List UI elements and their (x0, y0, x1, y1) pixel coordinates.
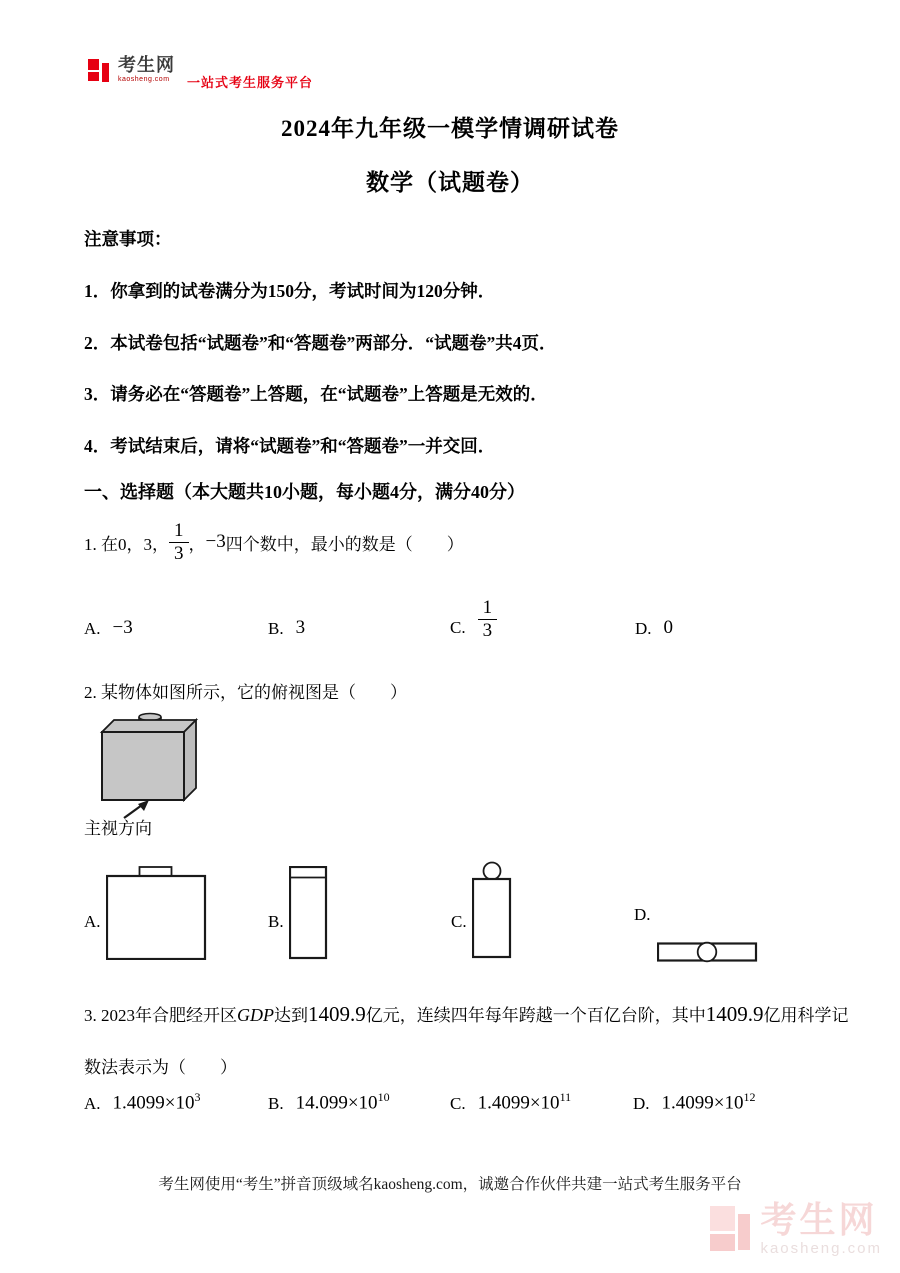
q2-option-c-label: C. (451, 912, 467, 931)
page-title: 2024年九年级一模学情调研试卷 (281, 116, 619, 141)
q2-options-row (0, 860, 900, 966)
q2-option-d-shape (657, 938, 759, 966)
q3-option-a-label: A. (84, 1094, 101, 1114)
q3-option-c-label: C. (450, 1094, 466, 1114)
question-3-line-2: 数法表示为（ ） (84, 1058, 237, 1077)
q1-option-a-value: −3 (112, 617, 133, 638)
q2-option-d-label: D. (634, 905, 651, 924)
kaosheng-watermark-blocks-icon (710, 1206, 752, 1258)
q1-option-a (84, 617, 133, 639)
q1-text-suffix: 四个数中，最小的数是（ ） (225, 534, 464, 554)
q2-3d-box-figure (96, 710, 208, 824)
q3-number-2: 1409.9 (705, 1002, 764, 1026)
q2-option-a-label: A. (84, 912, 101, 931)
section-heading: 一、选择题（本大题共10小题，每小题4分，满分40分） (84, 482, 525, 502)
q2-option-b-label: B. (268, 912, 284, 931)
q1-option-c-fraction (478, 598, 498, 641)
footer-note: 考生网使用“考生”拼音顶级域名kaosheng.com，诚邀合作伙伴共建一站式考生服务平台 (158, 1176, 742, 1193)
box-front-face (102, 732, 184, 800)
notice-item-3: 3．请务必在“答题卷”上答题，在“试题卷”上答题是无效的． (84, 384, 548, 404)
kaosheng-watermark (710, 1199, 882, 1258)
watermark-domain: kaosheng.com (760, 1240, 882, 1257)
q2-figure-label: 主视方向 (84, 819, 152, 838)
q3-option-b (268, 1090, 390, 1114)
q1-fraction (169, 521, 189, 564)
watermark-name: 考生网 (760, 1199, 878, 1240)
q3-option-a-value: $1.4099\times 10^3$ (112, 1090, 201, 1114)
q3-option-c (450, 1090, 571, 1114)
q1-fraction-numerator: 1 (174, 519, 184, 541)
q2-option-c-shape (472, 861, 514, 959)
q3-option-c-value: $1.4099\times 10^{11}$ (477, 1090, 572, 1114)
front-view-arrowhead-icon (138, 800, 149, 811)
q1-text-mid: ， (188, 534, 206, 554)
q3-option-a (84, 1090, 201, 1114)
logo-name: 考生网 (118, 55, 175, 75)
logo-domain: kaosheng.com (118, 76, 170, 83)
q3-option-d-value: $1.4099\times 10^{12}$ (661, 1090, 756, 1114)
q3-text-1: 3. 2023年合肥经开区 (84, 1006, 237, 1025)
q2-option-b-shape (289, 866, 329, 960)
box-right-face (184, 720, 196, 800)
q1-option-b-value: 3 (295, 617, 306, 638)
q1-option-c (450, 598, 497, 641)
question-2: 2. 某物体如图所示，它的俯视图是（ ） (84, 683, 407, 702)
q3-options-row (0, 1082, 900, 1127)
q1-option-b (268, 617, 305, 639)
q1-options-row (0, 595, 900, 655)
q1-neg-three: −3 (205, 531, 226, 552)
q3-option-b-label: B. (268, 1094, 284, 1114)
q1-option-d-label: D. (635, 619, 652, 638)
q3-text-4: 亿用科学记 (763, 1006, 849, 1025)
box-top-face (102, 720, 196, 732)
page-subtitle: 数学（试题卷） (366, 170, 534, 195)
q3-option-d-label: D. (633, 1094, 650, 1114)
q1-option-c-denominator: 3 (478, 619, 498, 641)
q3-text-2: 达到 (274, 1006, 308, 1025)
kaosheng-blocks-icon (88, 59, 113, 89)
q1-option-d-value: 0 (663, 617, 674, 638)
q3-gdp: GDP (237, 1005, 274, 1025)
q3-text-3: 亿元，连续四年每年跨越一个百亿台阶，其中 (365, 1006, 706, 1025)
q1-option-d (635, 617, 673, 639)
notice-item-4: 4．考试结束后，请将“试题卷”和“答题卷”一并交回． (84, 436, 496, 456)
q3-option-d (633, 1090, 756, 1114)
q1-option-c-label: C. (450, 617, 466, 637)
notice-item-2: 2．本试卷包括“试题卷”和“答题卷”两部分．“试题卷”共4页． (84, 333, 557, 353)
q1-option-b-label: B. (268, 619, 284, 638)
question-3-line-1 (84, 1000, 860, 1029)
q1-option-c-numerator: 1 (482, 597, 493, 618)
notice-item-1: 1．你拿到的试卷满分为150分，考试时间为120分钟． (84, 281, 496, 301)
q3-number-1: 1409.9 (308, 1002, 366, 1026)
question-1 (84, 517, 464, 567)
q1-option-a-label: A. (84, 619, 101, 638)
kaosheng-logo (88, 56, 313, 91)
logo-tagline: 一站式考生服务平台 (187, 75, 314, 90)
q2-option-a-shape (106, 866, 207, 960)
q3-option-b-value: $14.099\times 10^{10}$ (295, 1090, 390, 1114)
notice-heading: 注意事项： (84, 229, 172, 249)
q1-text-prefix: 1. 在0，3， (84, 534, 169, 554)
q1-fraction-denominator: 3 (169, 542, 189, 564)
